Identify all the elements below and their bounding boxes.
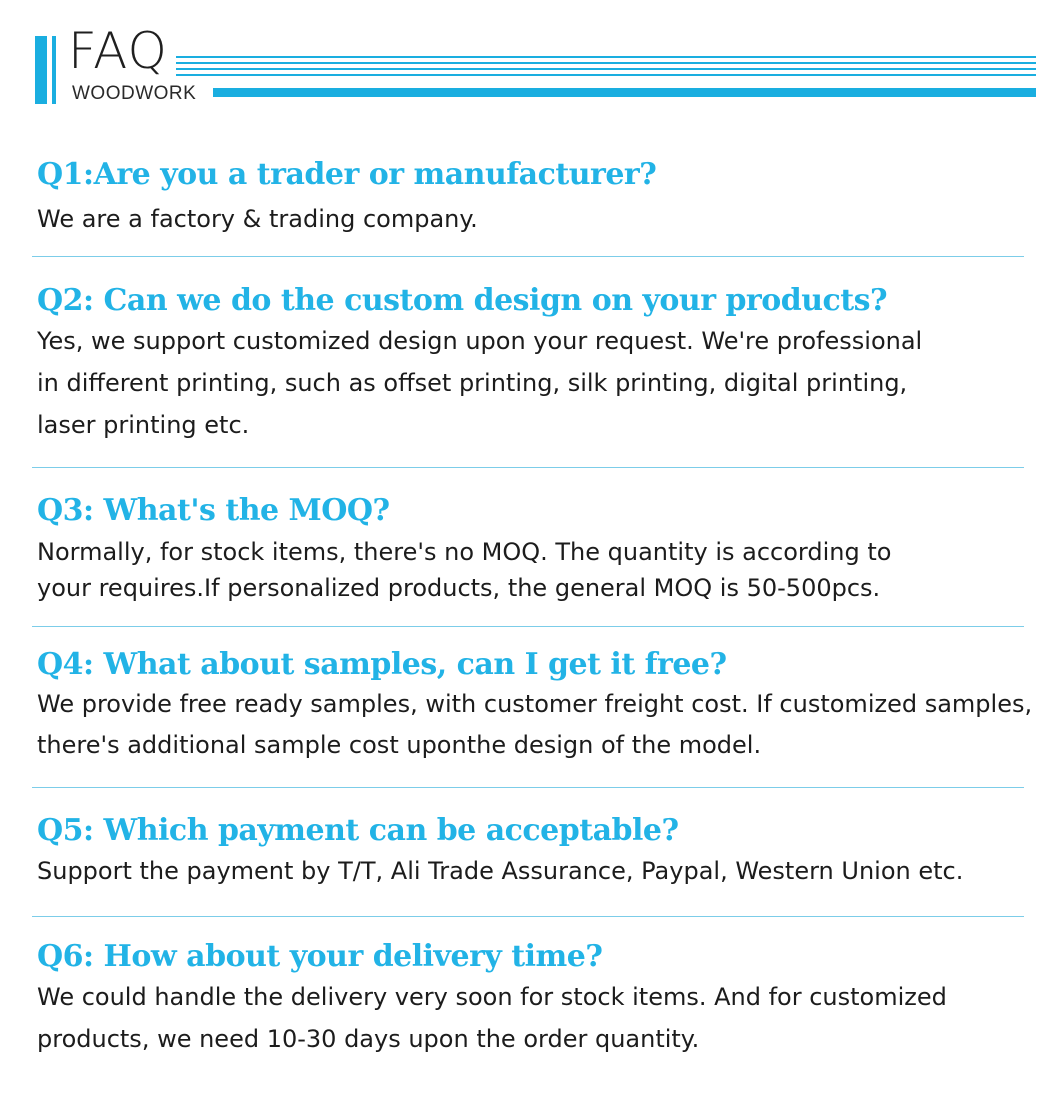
faq-answer: [37, 202, 1057, 236]
faq-answer: [37, 534, 1057, 606]
faq-question: Q6: How about your delivery time?: [37, 939, 603, 974]
answer-line: products, we need 10-30 days upon the order quantity.: [37, 1025, 700, 1053]
faq-answer: [37, 976, 1057, 1060]
faq-answer: [37, 854, 1057, 888]
faq-item-q1: [37, 157, 1057, 236]
divider: [32, 256, 1024, 257]
faq-item-q6: [37, 939, 1057, 1060]
answer-line: We could handle the delivery very soon for stock items. And for customized: [37, 983, 947, 1011]
answer-line: Support the payment by T/T, Ali Trade Assurance, Paypal, Western Union etc.: [37, 857, 964, 885]
divider: [32, 626, 1024, 627]
page-title: FAQ: [68, 22, 168, 80]
faq-item-q2: [37, 283, 1057, 446]
faq-item-q4: [37, 647, 1057, 766]
answer-line: laser printing etc.: [37, 411, 250, 439]
page-subtitle: WOODWORK: [72, 83, 197, 104]
divider: [32, 916, 1024, 917]
faq-item-q5: [37, 813, 1057, 888]
faq-question: Q2: Can we do the custom design on your products?: [37, 283, 888, 318]
answer-line: We are a factory & trading company.: [37, 205, 478, 233]
faq-answer: [37, 684, 1057, 766]
divider: [32, 787, 1024, 788]
faq-question: Q3: What's the MOQ?: [37, 493, 390, 528]
answer-line: your requires.If personalized products, the general MOQ is 50-500pcs.: [37, 574, 881, 602]
faq-question: Q1:Are you a trader or manufacturer?: [37, 157, 657, 192]
faq-question: Q5: Which payment can be acceptable?: [37, 813, 679, 848]
faq-answer: [37, 320, 1057, 446]
faq-question: Q4: What about samples, can I get it free?: [37, 647, 727, 682]
answer-line: We provide free ready samples, with customer freight cost. If customized samples,: [37, 690, 1033, 718]
answer-line: Yes, we support customized design upon your request. We're professional: [37, 327, 923, 355]
answer-line: in different printing, such as offset printing, silk printing, digital printing,: [37, 369, 908, 397]
faq-item-q3: [37, 493, 1057, 606]
answer-line: there's additional sample cost uponthe design of the model.: [37, 731, 762, 759]
divider: [32, 467, 1024, 468]
answer-line: Normally, for stock items, there's no MOQ. The quantity is according to: [37, 538, 892, 566]
